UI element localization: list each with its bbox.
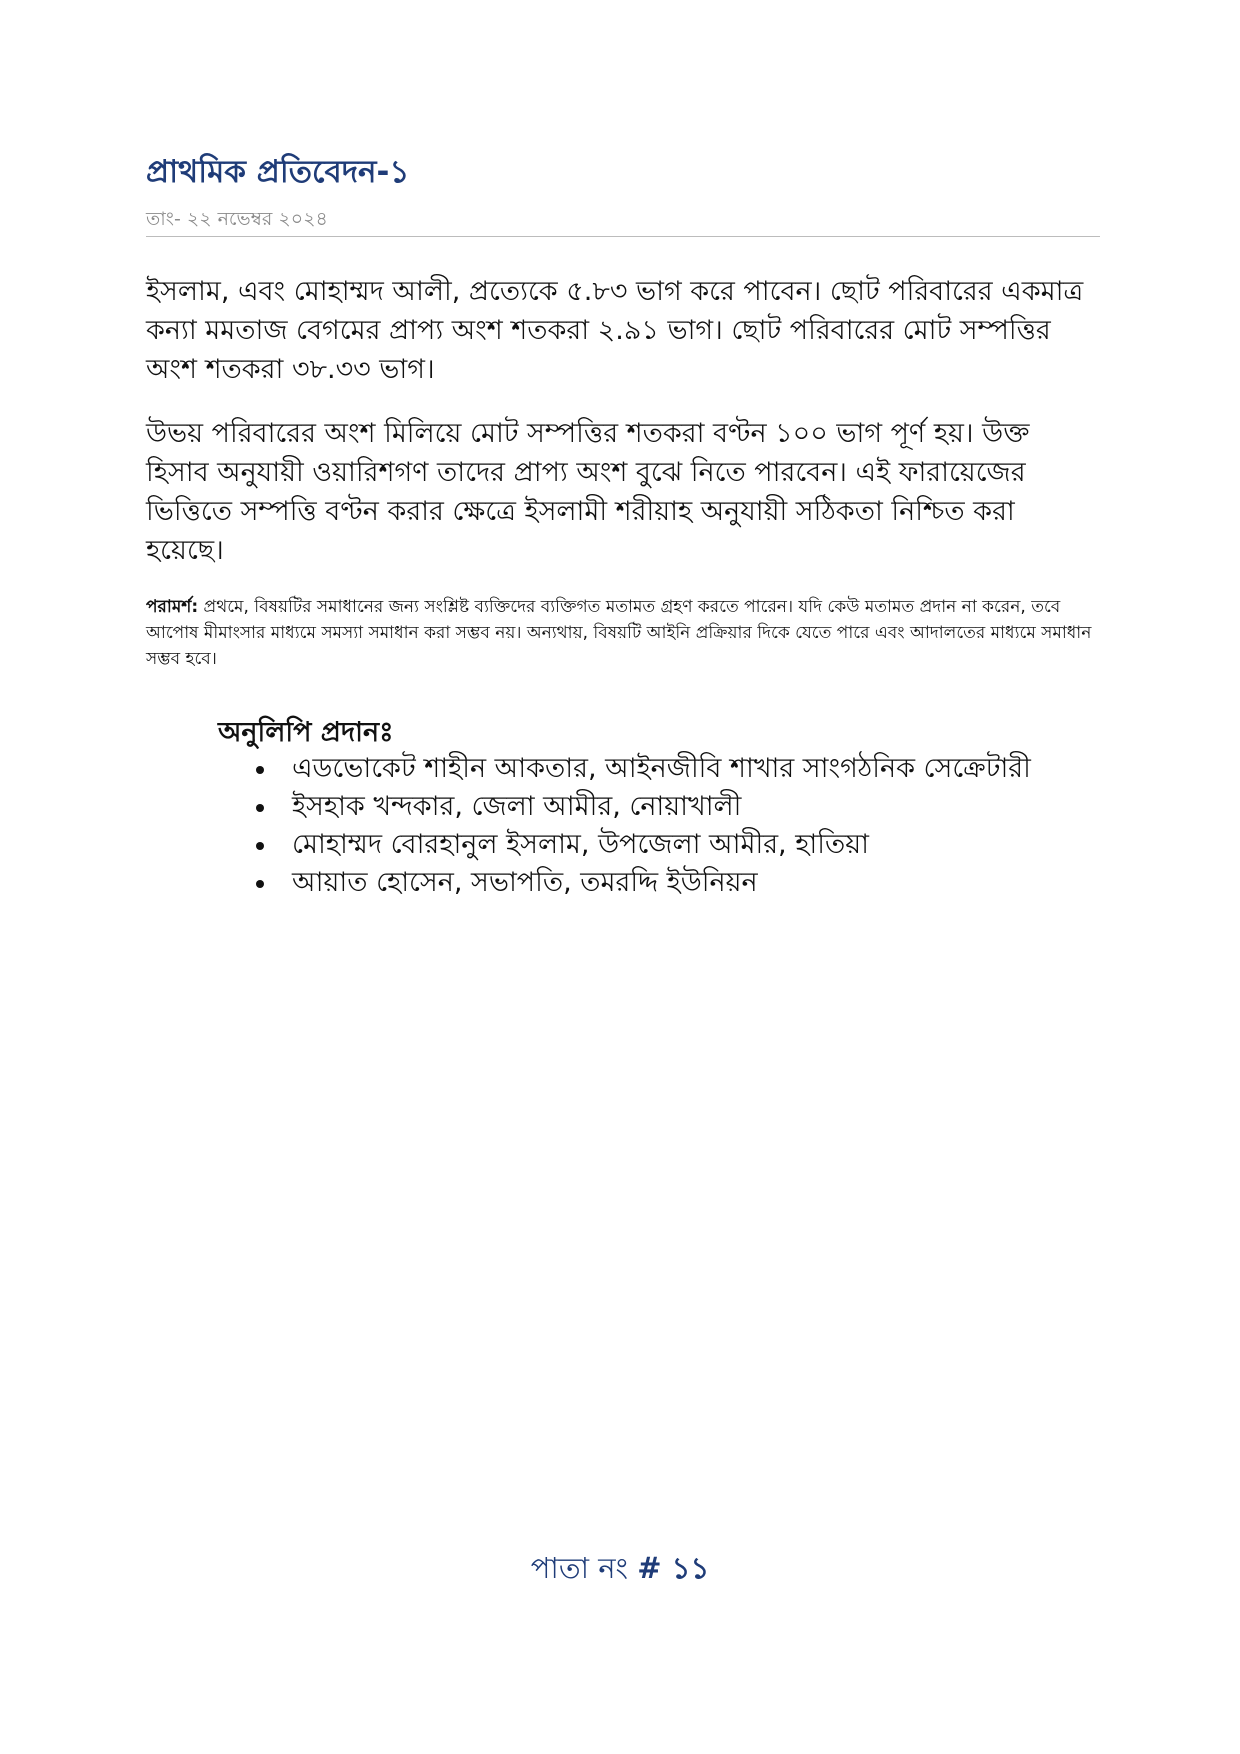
list-item <box>218 750 1038 788</box>
page-number-label: পাতা নং <box>530 1551 629 1585</box>
body-paragraph-2: উভয় পরিবারের অংশ মিলিয়ে মোট সম্পত্তির শতকরা বণ্টন ১০০ ভাগ পূর্ণ হয়। উক্ত হিসাব অনুযায়ী ওয়ারিশগণ তাদের প্রাপ্য অংশ বুঝে নিতে পারবেন। এই ফারায়েজের ভিত্তিতে সম্পত্তি বণ্টন করার ক্ষেত্রে ইসলামী শরীয়াহ অনুযায়ী সঠিকতা নিশ্চিত করা হয়েছে। <box>146 418 1030 566</box>
page-number <box>0 1546 1240 1595</box>
list-item <box>218 864 1038 902</box>
recipient-text: এডভোকেট শাহীন আকতার, আইনজীবি শাখার সাংগঠনিক সেক্রেটারী <box>292 753 1031 784</box>
bullet-icon <box>256 842 264 850</box>
advice-block <box>146 594 1100 672</box>
report-date: তাং- ২২ নভেম্বর ২০২৪ <box>146 208 328 230</box>
list-item <box>218 788 1038 826</box>
bullet-icon <box>256 804 264 812</box>
list-item <box>218 826 1038 864</box>
recipient-text: আয়াত হোসেন, সভাপতি, তমরদ্দি ইউনিয়ন <box>292 867 758 898</box>
header-divider <box>146 236 1100 237</box>
bullet-icon <box>256 766 264 774</box>
advice-text: প্রথমে, বিষয়টির সমাধানের জন্য সংশ্লিষ্ট ব্যক্তিদের ব্যক্তিগত মতামত গ্রহণ করতে পারেন। যদি কেউ মতামত প্রদান না করেন, তবে আপোষ মীমাংসার মাধ্যমে সমস্যা সমাধান করা সম্ভব নয়। অন্যথায়, বিষয়টি আইনি প্রক্রিয়ার দিকে যেতে পারে এবং আদালতের মাধ্যমে সমাধান সম্ভব হবে। <box>146 597 1092 669</box>
recipient-text: ইসহাক খন্দকার, জেলা আমীর, নোয়াখালী <box>292 791 742 822</box>
body-paragraph-1: ইসলাম, এবং মোহাম্মদ আলী, প্রত্যেকে ৫.৮৩ ভাগ করে পাবেন। ছোট পরিবারের একমাত্র কন্যা মমতাজ বেগমের প্রাপ্য অংশ শতকরা ২.৯১ ভাগ। ছোট পরিবারের মোট সম্পত্তির অংশ শতকরা ৩৮.৩৩ ভাগ। <box>146 276 1084 385</box>
copy-recipients-heading: অনুলিপি প্রদানঃ <box>218 717 394 748</box>
advice-label: পরামর্শ: <box>146 597 199 617</box>
copy-recipients-list <box>218 750 1038 902</box>
bullet-icon <box>256 880 264 888</box>
page-number-value: # ১১ <box>637 1551 710 1585</box>
recipient-text: মোহাম্মদ বোরহানুল ইসলাম, উপজেলা আমীর, হাতিয়া <box>292 829 869 860</box>
report-title: প্রাথমিক প্রতিবেদন-১ <box>146 154 410 190</box>
